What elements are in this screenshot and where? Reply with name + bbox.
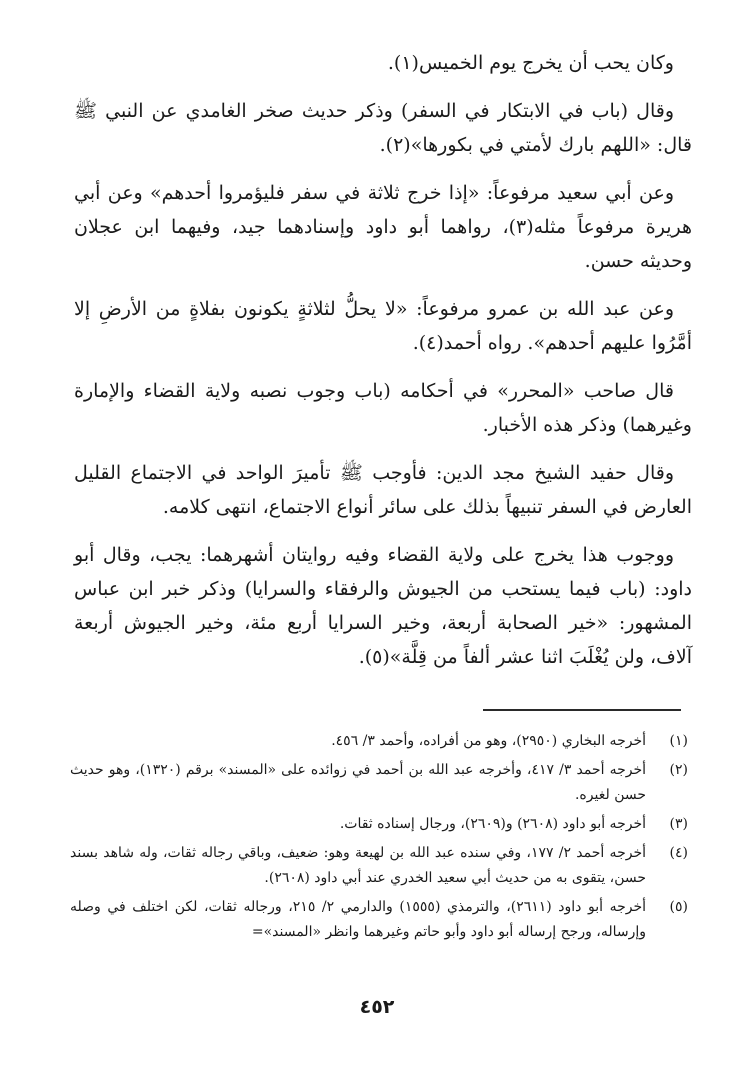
paragraph: وقال (باب في الابتكار في السفر) وذكر حديث صخر الغامدي عن النبي ﷺ قال: «اللهم بارك لأمتي في بكورها»(٢).: [74, 100, 692, 156]
footnote-2: [70, 758, 688, 808]
paragraph: وقال حفيد الشيخ مجد الدين: فأوجب ﷺ تأميرَ الواحد في الاجتماع القليل العارض في السفر تنبيهاً بذلك على سائر أنواع الاجتماع، انتهى كلامه.: [74, 462, 692, 518]
main-text: [74, 46, 692, 688]
footnote-text: أخرجه أبو داود (٢٦٠٨) و(٢٦٠٩)، ورجال إسناده ثقات.: [339, 816, 646, 832]
paragraph: وعن أبي سعيد مرفوعاً: «إذا خرج ثلاثة في سفر فليؤمروا أحدهم» وعن أبي هريرة مرفوعاً مثله(٣)، رواهما أبو داود وإسنادهما جيد، وفيهما ابن عجلان وحديثه حسن.: [74, 182, 692, 272]
page-number: ٤٥٢: [359, 996, 395, 1018]
footnote-text: أخرجه أبو داود (٢٦١١)، والترمذي (١٥٥٥) والدارمي ٢/ ٢١٥، ورجاله ثقات، لكن اختلف في وصله وإرساله، ورجح إرساله أبو داود وأبو حاتم وغيرهما وانظر «المسند»=: [70, 899, 646, 940]
footnote-text: أخرجه أحمد ٢/ ١٧٧، وفي سنده عبد الله بن لهيعة وهو: ضعيف، وباقي رجاله ثقات، وله شاهد بسند حسن، يتقوى به من حديث أبي سعيد الخدري عند أبي داود (٢٦٠٨).: [70, 845, 646, 886]
footnote-1: [70, 729, 688, 754]
paragraph: ووجوب هذا يخرج على ولاية القضاء وفيه روايتان أشهرهما: يجب، وقال أبو داود: (باب فيما يستحب من الجيوش والرفقاء والسرايا) وذكر خبر ابن عباس المشهور: «خير الصحابة أربعة، وخير السرايا أربع مئة، وخير الجيوش أربعة آلاف، ولن يُغْلَبَ اثنا عشر ألفاً من قِلَّة»(٥).: [74, 544, 692, 668]
paragraph: وكان يحب أن يخرج يوم الخميس(١).: [387, 52, 674, 74]
paragraph: قال صاحب «المحرر» في أحكامه (باب وجوب نصبه ولاية القضاء والإمارة وغيرهما) وذكر هذه الأخبار.: [74, 380, 692, 436]
footnote-divider: [483, 709, 681, 711]
footnote-number: (١): [669, 733, 688, 749]
footnote-4: [70, 841, 688, 891]
footnote-number: (٥): [669, 899, 688, 915]
footnotes: [70, 729, 688, 949]
footnote-number: (٣): [669, 816, 688, 832]
footnote-number: (٤): [669, 845, 688, 861]
footnote-text: أخرجه البخاري (٢٩٥٠)، وهو من أفراده، وأحمد ٣/ ٤٥٦.: [331, 733, 646, 749]
footnote-number: (٢): [669, 762, 688, 778]
footnote-3: [70, 812, 688, 837]
paragraph: وعن عبد الله بن عمرو مرفوعاً: «لا يحلُّ لثلاثةٍ يكونون بفلاةٍ من الأرضِ إلا أمَّرُوا عليهم أحدهم». رواه أحمد(٤).: [74, 298, 692, 354]
footnote-text: أخرجه أحمد ٣/ ٤١٧، وأخرجه عبد الله بن أحمد في زوائده على «المسند» برقم (١٣٢٠)، وهو حديث حسن لغيره.: [70, 762, 646, 803]
footnote-5: [70, 895, 688, 945]
